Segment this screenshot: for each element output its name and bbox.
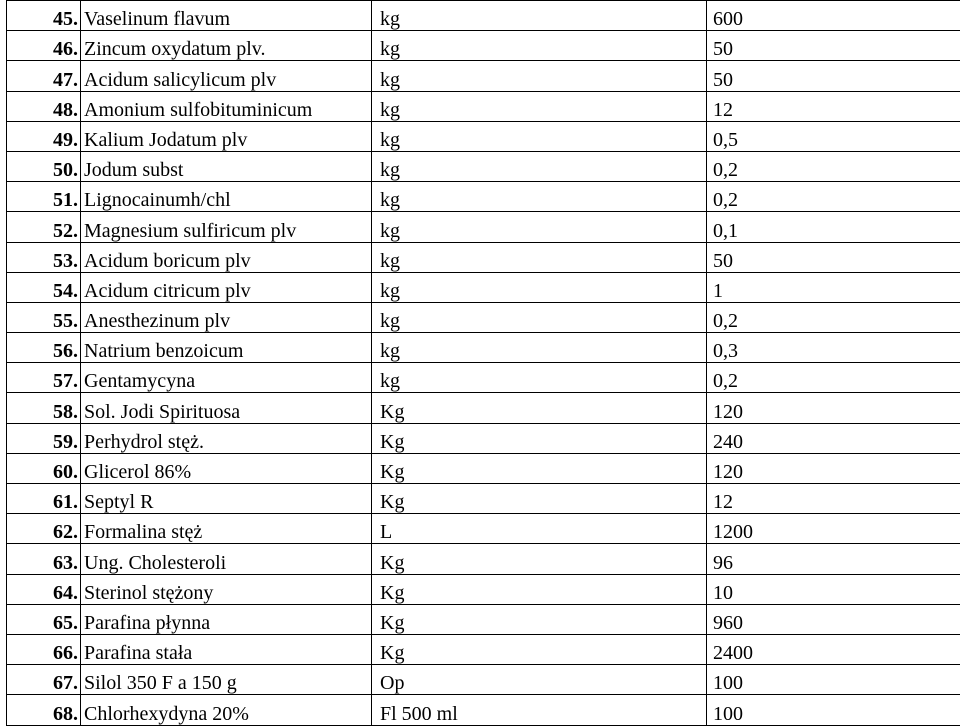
unit-cell: L xyxy=(372,514,707,544)
product-name-cell: Chlorhexydyna 20% xyxy=(81,695,372,725)
row-number-cell: 47. xyxy=(7,61,81,91)
table-row xyxy=(7,393,960,423)
table-row xyxy=(7,695,960,725)
product-name-cell: Sol. Jodi Spirituosa xyxy=(81,393,372,423)
row-number-cell: 57. xyxy=(7,363,81,393)
product-name-cell: Jodum subst xyxy=(81,151,372,181)
product-name-cell: Kalium Jodatum plv xyxy=(81,121,372,151)
unit-cell: kg xyxy=(372,61,707,91)
table-row xyxy=(7,484,960,514)
document-page xyxy=(6,0,956,677)
quantity-cell: 1 xyxy=(707,272,960,302)
table-row xyxy=(7,212,960,242)
table-row xyxy=(7,302,960,332)
table-row xyxy=(7,1,960,31)
quantity-cell: 600 xyxy=(707,1,960,31)
quantity-cell: 0,2 xyxy=(707,363,960,393)
quantity-cell: 100 xyxy=(707,665,960,695)
product-name-cell: Magnesium sulfiricum plv xyxy=(81,212,372,242)
table-row xyxy=(7,665,960,695)
row-number-cell: 62. xyxy=(7,514,81,544)
quantity-cell: 0,1 xyxy=(707,212,960,242)
table-row xyxy=(7,453,960,483)
table-row xyxy=(7,514,960,544)
unit-cell: Kg xyxy=(372,423,707,453)
row-number-cell: 55. xyxy=(7,302,81,332)
quantity-cell: 50 xyxy=(707,61,960,91)
product-name-cell: Amonium sulfobituminicum xyxy=(81,91,372,121)
product-name-cell: Anesthezinum plv xyxy=(81,302,372,332)
unit-cell: kg xyxy=(372,302,707,332)
quantity-cell: 12 xyxy=(707,484,960,514)
unit-cell: kg xyxy=(372,151,707,181)
quantity-cell: 240 xyxy=(707,423,960,453)
quantity-cell: 0,5 xyxy=(707,121,960,151)
row-number-cell: 60. xyxy=(7,453,81,483)
row-number-cell: 52. xyxy=(7,212,81,242)
row-number-cell: 65. xyxy=(7,604,81,634)
unit-cell: Kg xyxy=(372,574,707,604)
table-row xyxy=(7,634,960,664)
product-name-cell: Vaselinum flavum xyxy=(81,1,372,31)
table-body xyxy=(7,1,960,726)
product-name-cell: Lignocainumh/chl xyxy=(81,182,372,212)
quantity-cell: 12 xyxy=(707,91,960,121)
row-number-cell: 58. xyxy=(7,393,81,423)
unit-cell: Kg xyxy=(372,453,707,483)
product-name-cell: Zincum oxydatum plv. xyxy=(81,31,372,61)
product-name-cell: Ung. Cholesteroli xyxy=(81,544,372,574)
row-number-cell: 53. xyxy=(7,242,81,272)
unit-cell: Kg xyxy=(372,604,707,634)
product-name-cell: Septyl R xyxy=(81,484,372,514)
quantity-cell: 50 xyxy=(707,31,960,61)
row-number-cell: 50. xyxy=(7,151,81,181)
table-row xyxy=(7,544,960,574)
quantity-cell: 2400 xyxy=(707,634,960,664)
unit-cell: kg xyxy=(372,212,707,242)
table-row xyxy=(7,574,960,604)
unit-cell: kg xyxy=(372,272,707,302)
row-number-cell: 56. xyxy=(7,333,81,363)
row-number-cell: 66. xyxy=(7,634,81,664)
quantity-cell: 960 xyxy=(707,604,960,634)
table-row xyxy=(7,121,960,151)
quantity-cell: 1200 xyxy=(707,514,960,544)
quantity-cell: 0,2 xyxy=(707,302,960,332)
unit-cell: kg xyxy=(372,182,707,212)
unit-cell: Op xyxy=(372,665,707,695)
table-row xyxy=(7,423,960,453)
row-number-cell: 46. xyxy=(7,31,81,61)
product-name-cell: Gentamycyna xyxy=(81,363,372,393)
quantity-cell: 0,2 xyxy=(707,151,960,181)
unit-cell: kg xyxy=(372,363,707,393)
product-name-cell: Perhydrol stęż. xyxy=(81,423,372,453)
table-row xyxy=(7,604,960,634)
product-name-cell: Glicerol 86% xyxy=(81,453,372,483)
unit-cell: Kg xyxy=(372,484,707,514)
product-name-cell: Silol 350 F a 150 g xyxy=(81,665,372,695)
row-number-cell: 68. xyxy=(7,695,81,725)
table-row xyxy=(7,363,960,393)
row-number-cell: 67. xyxy=(7,665,81,695)
quantity-cell: 96 xyxy=(707,544,960,574)
row-number-cell: 45. xyxy=(7,1,81,31)
product-name-cell: Parafina stała xyxy=(81,634,372,664)
row-number-cell: 61. xyxy=(7,484,81,514)
product-name-cell: Formalina stęż xyxy=(81,514,372,544)
unit-cell: Kg xyxy=(372,634,707,664)
row-number-cell: 51. xyxy=(7,182,81,212)
unit-cell: kg xyxy=(372,91,707,121)
product-name-cell: Sterinol stężony xyxy=(81,574,372,604)
quantity-cell: 120 xyxy=(707,393,960,423)
product-name-cell: Acidum citricum plv xyxy=(81,272,372,302)
quantity-cell: 0,2 xyxy=(707,182,960,212)
product-name-cell: Parafina płynna xyxy=(81,604,372,634)
table-row xyxy=(7,182,960,212)
row-number-cell: 49. xyxy=(7,121,81,151)
unit-cell: kg xyxy=(372,31,707,61)
table-row xyxy=(7,31,960,61)
quantity-cell: 10 xyxy=(707,574,960,604)
unit-cell: Kg xyxy=(372,544,707,574)
quantity-cell: 50 xyxy=(707,242,960,272)
product-name-cell: Natrium benzoicum xyxy=(81,333,372,363)
table-row xyxy=(7,61,960,91)
row-number-cell: 48. xyxy=(7,91,81,121)
unit-cell: Fl 500 ml xyxy=(372,695,707,725)
product-name-cell: Acidum salicylicum plv xyxy=(81,61,372,91)
table-row xyxy=(7,272,960,302)
unit-cell: kg xyxy=(372,1,707,31)
table-row xyxy=(7,333,960,363)
row-number-cell: 59. xyxy=(7,423,81,453)
table-row xyxy=(7,91,960,121)
row-number-cell: 54. xyxy=(7,272,81,302)
unit-cell: kg xyxy=(372,333,707,363)
quantity-cell: 0,3 xyxy=(707,333,960,363)
unit-cell: kg xyxy=(372,242,707,272)
product-name-cell: Acidum boricum plv xyxy=(81,242,372,272)
unit-cell: Kg xyxy=(372,393,707,423)
unit-cell: kg xyxy=(372,121,707,151)
table-row xyxy=(7,242,960,272)
quantity-cell: 100 xyxy=(707,695,960,725)
row-number-cell: 64. xyxy=(7,574,81,604)
product-quantity-table xyxy=(6,0,960,726)
quantity-cell: 120 xyxy=(707,453,960,483)
row-number-cell: 63. xyxy=(7,544,81,574)
table-row xyxy=(7,151,960,181)
